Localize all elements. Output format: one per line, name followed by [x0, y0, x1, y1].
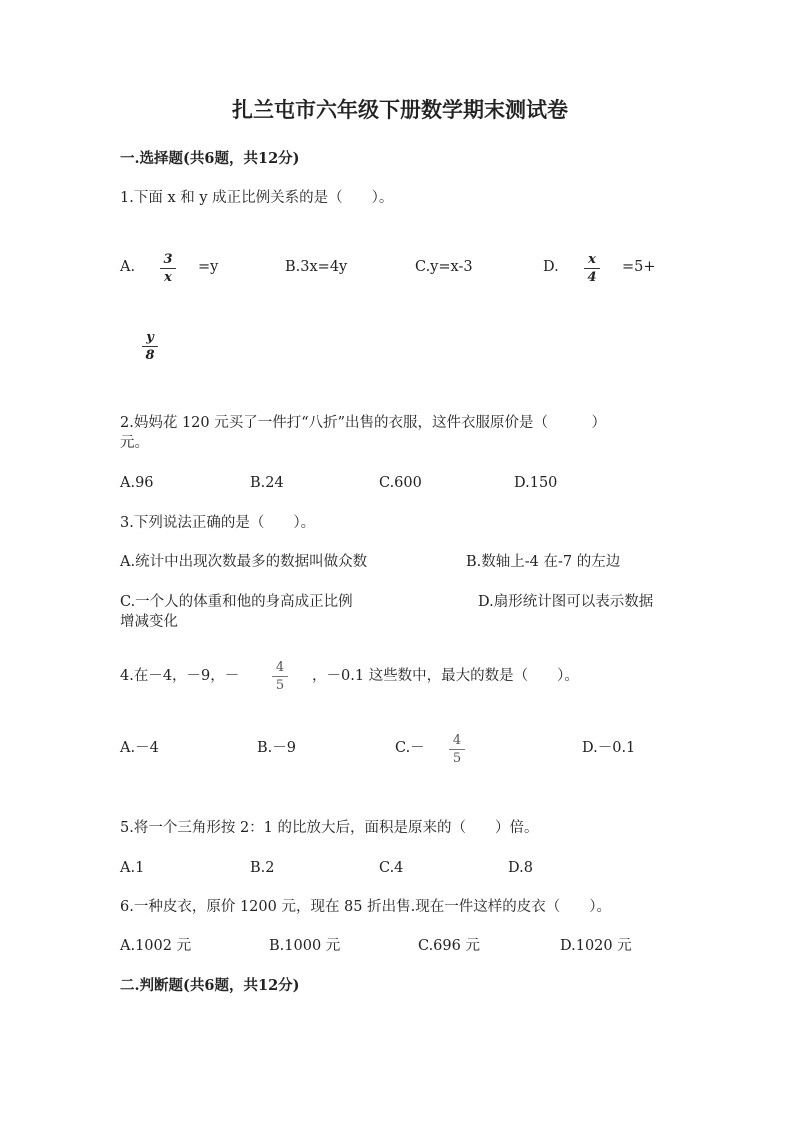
- fraction-numerator: y: [146, 330, 154, 345]
- q1-option-d-suffix: =5+: [622, 259, 656, 275]
- q5-option-a: A.1: [120, 860, 145, 876]
- q1-option-a-label: A.: [120, 259, 136, 275]
- q6-option-c: C.696 元: [418, 938, 480, 954]
- fraction-numerator: 3: [163, 252, 173, 267]
- q4-option-a: A.－4: [120, 740, 159, 756]
- q6-option-b: B.1000 元: [269, 938, 341, 954]
- fraction-bar: [142, 346, 158, 347]
- fraction-denominator: 5: [452, 751, 462, 766]
- question-1-stem: 1.下面 x 和 y 成正比例关系的是（ ）。: [120, 190, 394, 206]
- q4-option-d: D.－0.1: [582, 740, 636, 756]
- q3-option-d-line-1: D.扇形统计图可以表示数据: [478, 594, 654, 610]
- fraction-denominator: x: [164, 270, 172, 285]
- q4-option-b: B.－9: [257, 740, 296, 756]
- q5-option-c: C.4: [379, 860, 404, 876]
- q2-option-c: C.600: [379, 475, 422, 491]
- q3-option-a: A.统计中出现次数最多的数据叫做众数: [120, 554, 368, 570]
- fraction-numerator: x: [588, 252, 596, 267]
- fraction-bar: [160, 268, 176, 269]
- q1-option-c: C.y=x-3: [415, 259, 473, 275]
- fraction-denominator: 5: [275, 678, 285, 693]
- q4-option-c-label: C.－: [395, 740, 425, 756]
- question-3-stem: 3.下列说法正确的是（ ）。: [120, 515, 316, 531]
- fraction-numerator: 4: [275, 660, 285, 675]
- fraction-bar: [584, 268, 600, 269]
- q1-option-a-fraction: [158, 252, 178, 285]
- q4-stem-fraction: [270, 660, 290, 693]
- section-1-heading: 一.选择题(共6题，共12分): [120, 150, 300, 167]
- q3-option-b: B.数轴上-4 在-7 的左边: [466, 554, 621, 570]
- question-6-stem: 6.一种皮衣，原价 1200 元，现在 85 折出售.现在一件这样的皮衣（ ）。: [120, 899, 611, 915]
- q2-option-a: A.96: [120, 475, 154, 491]
- q1-option-d-label: D.: [543, 259, 559, 275]
- q1-option-b: B.3x=4y: [285, 259, 348, 275]
- q3-option-c: C.一个人的体重和他的身高成正比例: [120, 594, 353, 610]
- question-2-stem-line-2: 元。: [120, 435, 149, 451]
- q6-option-d: D.1020 元: [560, 938, 632, 954]
- q3-option-d-line-2: 增减变化: [120, 614, 178, 630]
- q1-option-a-suffix: =y: [198, 259, 219, 275]
- q5-option-b: B.2: [250, 860, 275, 876]
- q1-option-d-fraction-2: [140, 330, 160, 363]
- q4-option-c-fraction: [447, 733, 467, 766]
- q2-option-b: B.24: [250, 475, 284, 491]
- q1-option-d-fraction: [582, 252, 602, 285]
- fraction-denominator: 8: [145, 348, 155, 363]
- question-4-stem-prefix: 4.在－4，－9，－: [120, 668, 240, 684]
- q2-option-d: D.150: [514, 475, 558, 491]
- question-5-stem: 5.将一个三角形按 2：1 的比放大后，面积是原来的（ ）倍。: [120, 820, 539, 836]
- question-4-stem-suffix: ，－0.1 这些数中，最大的数是（ ）。: [312, 668, 579, 684]
- fraction-numerator: 4: [452, 733, 462, 748]
- q6-option-a: A.1002 元: [120, 938, 192, 954]
- fraction-denominator: 4: [587, 270, 597, 285]
- fraction-bar: [272, 676, 288, 677]
- page-title: 扎兰屯市六年级下册数学期末测试卷: [232, 97, 568, 122]
- section-2-heading: 二.判断题(共6题，共12分): [120, 977, 300, 994]
- question-2-stem-line-1: 2.妈妈花 120 元买了一件打“八折”出售的衣服，这件衣服原价是（ ）: [120, 415, 607, 431]
- fraction-bar: [449, 749, 465, 750]
- q5-option-d: D.8: [508, 860, 533, 876]
